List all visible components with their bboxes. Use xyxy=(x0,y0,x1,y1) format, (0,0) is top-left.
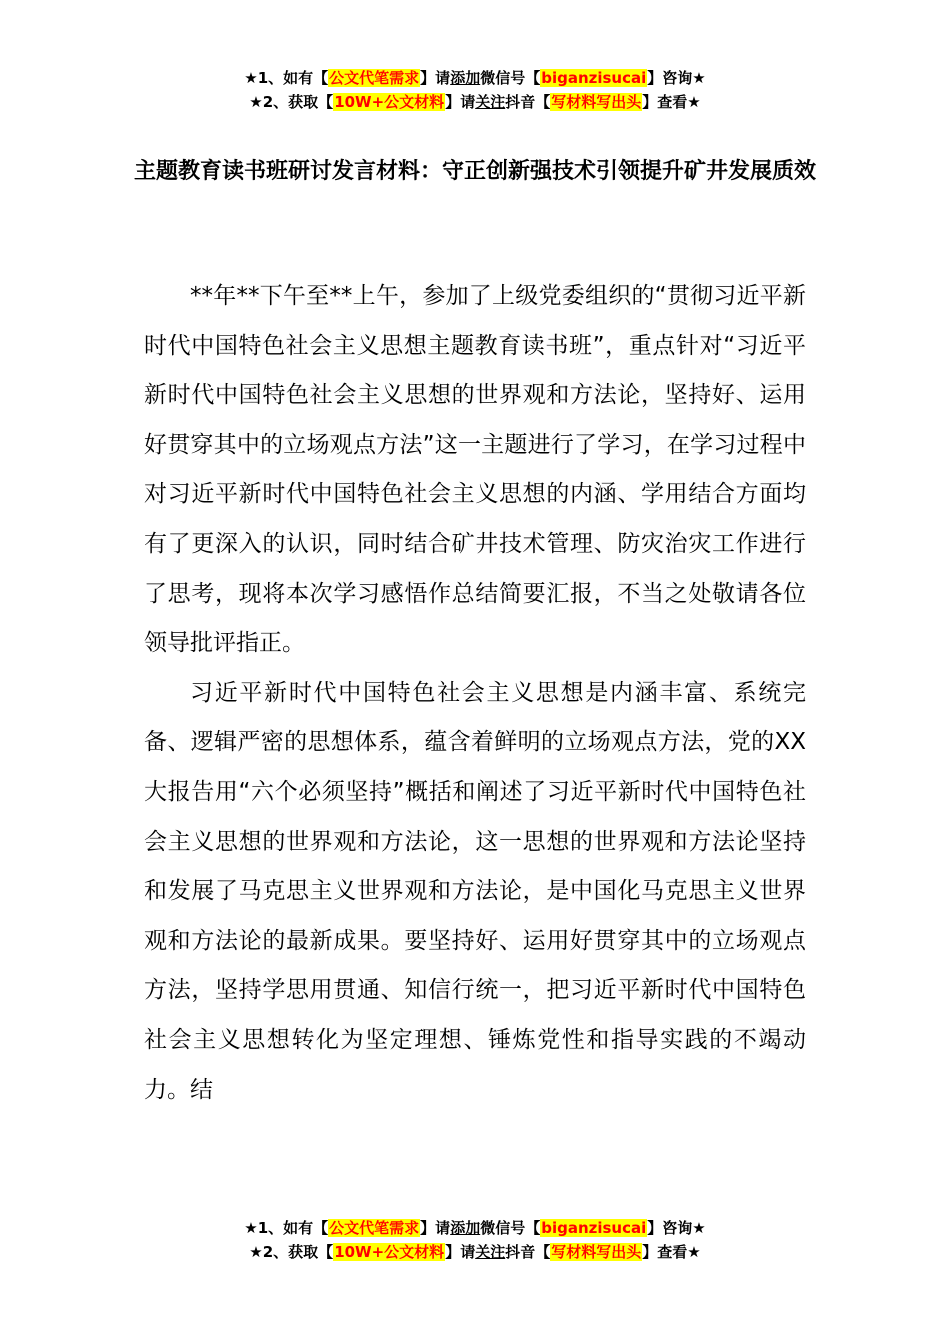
promo-footer-line-2-text: 】请 xyxy=(445,1243,476,1261)
promo-footer-highlight-douyin-account: 写材料写出头 xyxy=(551,1243,642,1261)
promo-line-1-text-2: 微信号【 xyxy=(480,69,541,87)
promo-underline-follow: 关注 xyxy=(475,93,506,111)
promo-footer-highlight-writing-service: 公文代笔需求 xyxy=(329,1219,420,1237)
promo-footer-line-2-text-2: 抖音【 xyxy=(505,1243,551,1261)
promo-footer-underline-follow: 关注 xyxy=(475,1243,506,1261)
promo-footer-line-1-suffix: 】咨询★ xyxy=(647,1219,706,1237)
promo-line-1-suffix: 】咨询★ xyxy=(647,69,706,87)
promo-footer xyxy=(0,1216,950,1264)
promo-highlight-writing-service: 公文代笔需求 xyxy=(329,69,420,87)
promo-footer-line-1-text: 】请 xyxy=(420,1219,451,1237)
promo-header xyxy=(0,66,950,114)
promo-footer-line-2-prefix: ★2、获取【 xyxy=(249,1243,334,1261)
promo-footer-line-2-suffix: 】查看★ xyxy=(642,1243,701,1261)
promo-line-1 xyxy=(0,66,950,90)
promo-line-2-prefix: ★2、获取【 xyxy=(249,93,334,111)
promo-highlight-wechat-id: biganzisucai xyxy=(541,69,647,87)
promo-footer-underline-add: 添加 xyxy=(450,1219,481,1237)
promo-line-1-text: 】请 xyxy=(420,69,451,87)
promo-footer-line-1 xyxy=(0,1216,950,1240)
promo-line-2-text: 】请 xyxy=(445,93,476,111)
promo-line-2 xyxy=(0,90,950,114)
promo-underline-add: 添加 xyxy=(450,69,481,87)
promo-footer-line-1-text-2: 微信号【 xyxy=(480,1219,541,1237)
promo-highlight-materials: 10W+公文材料 xyxy=(334,93,445,111)
promo-footer-line-1-prefix: ★1、如有【 xyxy=(244,1219,329,1237)
promo-footer-line-2 xyxy=(0,1240,950,1264)
body-paragraph-2: 习近平新时代中国特色社会主义思想是内涵丰富、系统完备、逻辑严密的思想体系，蕴含着鲜明的立场观点方法，党的XX大报告用“六个必须坚持”概括和阐述了习近平新时代中国特色社会主义思想的世界观和方法论，这一思想的世界观和方法论坚持和发展了马克思主义世界观和方法论，是中国化马克思主义世界观和方法论的最新成果。要坚持好、运用好贯穿其中的立场观点方法，坚持学思用贯通、知信行统一，把习近平新时代中国特色社会主义思想转化为坚定理想、锤炼党性和指导实践的不竭动力。结 xyxy=(144,679,806,1103)
promo-highlight-douyin-account: 写材料写出头 xyxy=(551,93,642,111)
document-body xyxy=(144,272,806,1115)
promo-line-2-suffix: 】查看★ xyxy=(642,93,701,111)
promo-footer-highlight-materials: 10W+公文材料 xyxy=(334,1243,445,1261)
body-paragraph-1: **年**下午至**上午，参加了上级党委组织的“贯彻习近平新时代中国特色社会主义思想主题教育读书班”，重点针对“习近平新时代中国特色社会主义思想的世界观和方法论，坚持好、运用好贯穿其中的立场观点方法”这一主题进行了学习，在学习过程中对习近平新时代中国特色社会主义思想的内涵、学用结合方面均有了更深入的认识，同时结合矿井技术管理、防灾治灾工作进行了思考，现将本次学习感悟作总结简要汇报，不当之处敬请各位领导批评指正。 xyxy=(144,283,806,657)
promo-footer-highlight-wechat-id: biganzisucai xyxy=(541,1219,647,1237)
promo-line-2-text-2: 抖音【 xyxy=(505,93,551,111)
document-title: 主题教育读书班研讨发言材料：守正创新强技术引领提升矿井发展质效 xyxy=(133,159,816,184)
promo-line-1-prefix: ★1、如有【 xyxy=(244,69,329,87)
